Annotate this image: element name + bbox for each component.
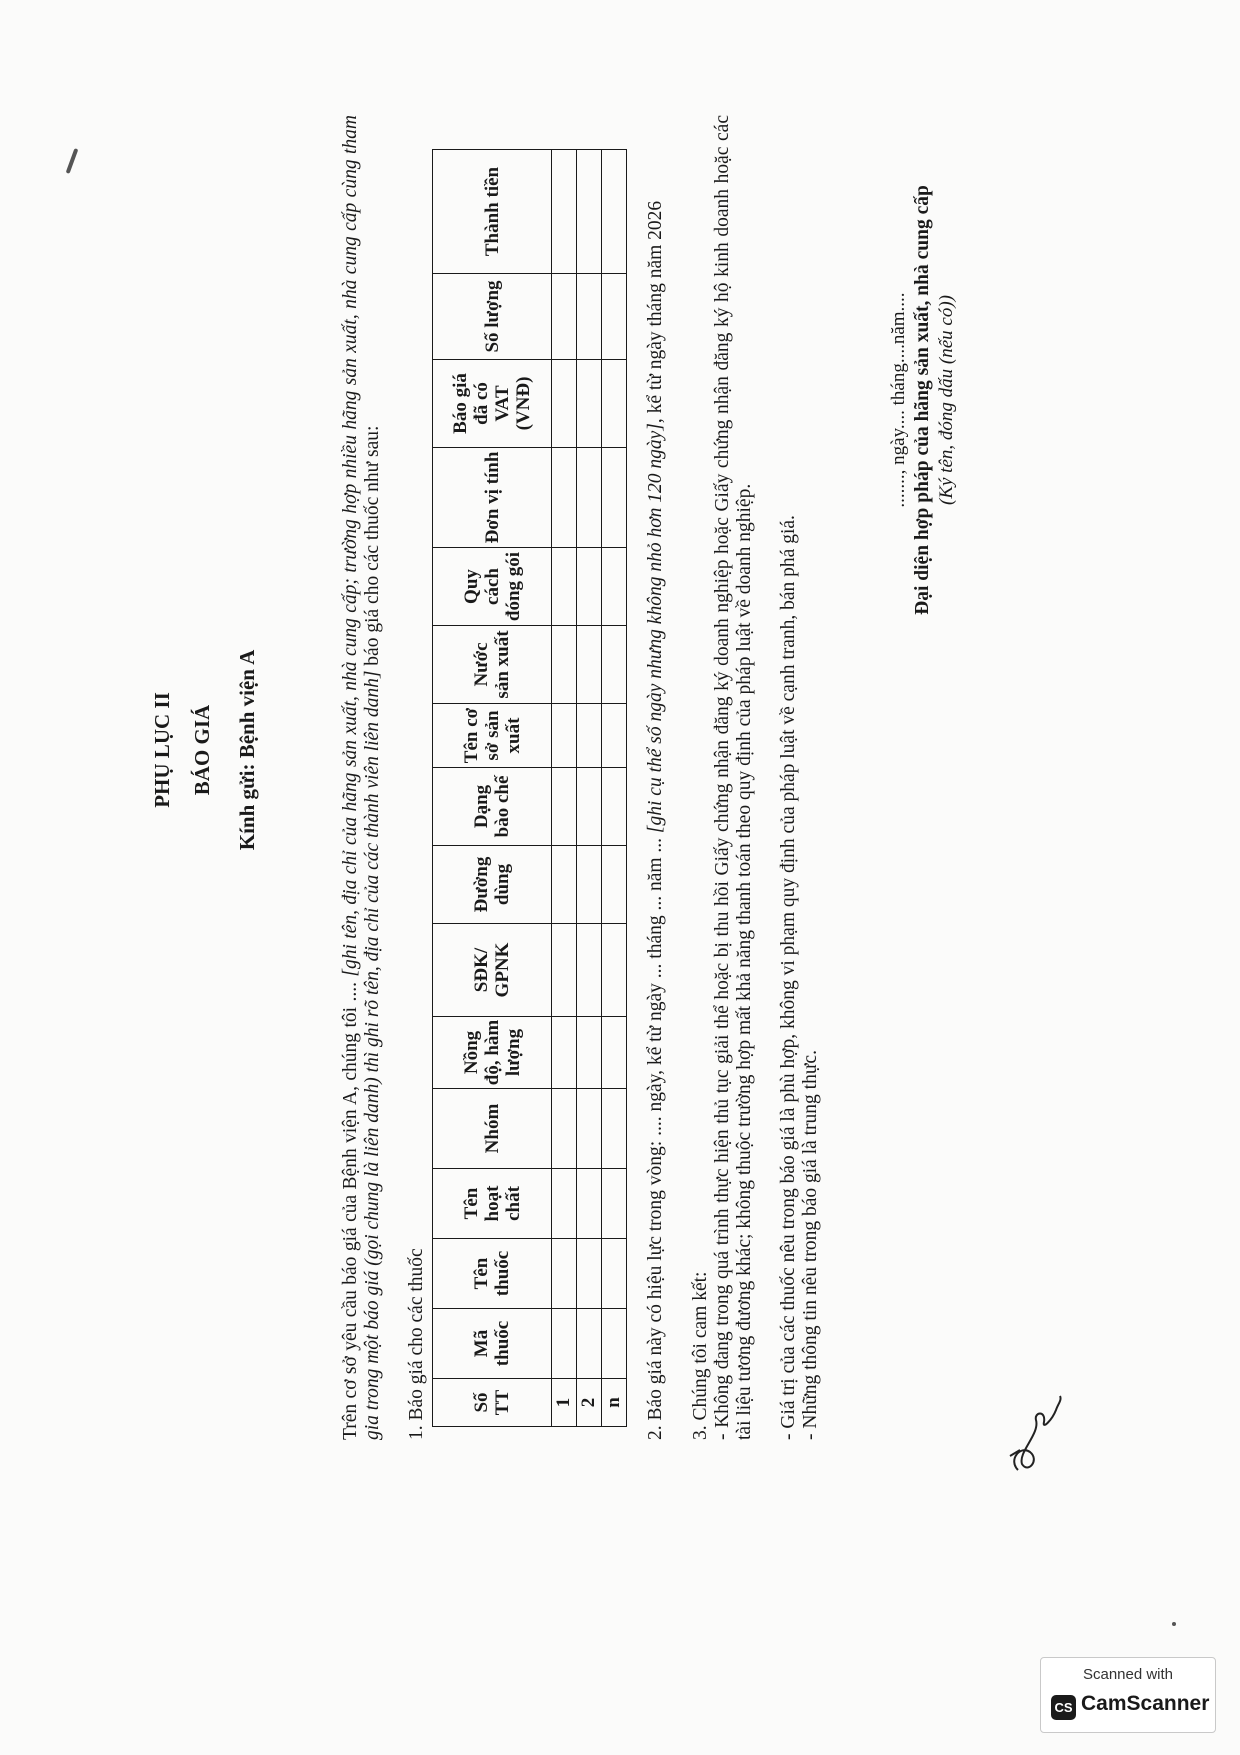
intro-italic-note: [ghi tên, địa chỉ của hãng sản xuất, nhà cung cấp; trường hợp nhiều hãng sản xuất, nhà cung cấp cùng tham gia trong một báo giá (gọi chung là liên danh) thì ghi rõ tên, địa chỉ của các thành viên liên danh] xyxy=(340,115,383,1440)
validity-tail: , kể từ ngày tháng năm 2026 xyxy=(645,200,666,424)
document-title: BÁO GIÁ xyxy=(190,704,214,796)
handwritten-initials xyxy=(1000,1390,1070,1480)
column-header: Đơn vị tính xyxy=(433,448,552,548)
commitment-heading: 3. Chúng tôi cam kết: xyxy=(690,1271,711,1440)
section-1-heading: 1. Báo giá cho các thuốc xyxy=(406,1248,427,1440)
commitment-item: - Không đang trong quá trình thực hiện thủ tục giải thể hoặc bị thu hồi Giấy chứng nhận đăng ký doanh nghiệp hoặc Giấy chứng nhận đăng ký hộ kinh doanh hoặc các tài liệu tương đương khác; không thuộc trường hợp mất khả năng thanh toán theo quy định của pháp luật về doanh nghiệp. xyxy=(712,115,755,1440)
column-header: Nước sản xuất xyxy=(433,626,552,704)
signature-note: (Ký tên, đóng dấu (nếu có)) xyxy=(936,295,957,505)
validity-italic-note: [ghi cụ thể số ngày nhưng không nhỏ hơn 120 ngày] xyxy=(645,423,666,834)
scan-speck xyxy=(1172,1622,1176,1626)
validity-text: 2. Báo giá này có hiệu lực trong vòng: .... ngày, kể từ ngày ... tháng ... năm ... xyxy=(645,833,666,1440)
recipient-line: Kính gửi: Bệnh viện A xyxy=(235,649,259,851)
column-header: Thành tiền xyxy=(433,150,552,274)
column-header: Báo giá đã có VAT (VNĐ) xyxy=(433,360,552,448)
camscanner-badge xyxy=(1040,1657,1216,1733)
column-header: Nồng độ, hàm lượng xyxy=(433,1017,552,1089)
column-header: Mã thuốc xyxy=(433,1309,552,1379)
commitment-item: - Giá trị của các thuốc nêu trong báo giá là phù hợp, không vi phạm quy định của pháp luật về cạnh tranh, bán phá giá. xyxy=(778,515,799,1440)
camscanner-logo-icon: CS xyxy=(1051,1695,1076,1720)
column-header: Tên thuốc xyxy=(433,1239,552,1309)
column-header: Tên hoạt chất xyxy=(433,1169,552,1239)
appendix-title: PHỤ LỤC II xyxy=(150,692,174,808)
signatory-title: Đại diện hợp pháp của hãng sản xuất, nhà cung cấp xyxy=(912,185,933,615)
column-header: Dạng bào chế xyxy=(433,768,552,846)
row-number: 2 xyxy=(577,1379,602,1427)
column-header: Đường dùng xyxy=(433,846,552,924)
intro-text: Trên cơ sở yêu cầu báo giá của Bệnh viện A, chúng tôi .... xyxy=(340,976,361,1440)
camscanner-brand: CamScanner xyxy=(1081,1692,1210,1715)
heading-block xyxy=(140,60,900,1410)
intro-tail: báo giá cho các thuốc như sau: xyxy=(362,425,383,671)
column-header: Tên cơ sở sản xuất xyxy=(433,704,552,768)
column-header: Số TT xyxy=(433,1379,552,1427)
row-number: 1 xyxy=(552,1379,577,1427)
column-header: SĐK/ GPNK xyxy=(433,924,552,1017)
column-header: Quy cách đóng gói xyxy=(433,548,552,626)
column-header: Số lượng xyxy=(433,274,552,360)
commitment-item: - Những thông tin nêu trong báo giá là trung thực. xyxy=(800,1050,821,1440)
row-number: n xyxy=(602,1379,627,1427)
scan-mark xyxy=(66,148,79,174)
scanned-with-label: Scanned with xyxy=(1082,1666,1174,1683)
column-header: Nhóm xyxy=(433,1089,552,1169)
signature-date-line: ......., ngày.... tháng....năm.... xyxy=(888,292,909,508)
